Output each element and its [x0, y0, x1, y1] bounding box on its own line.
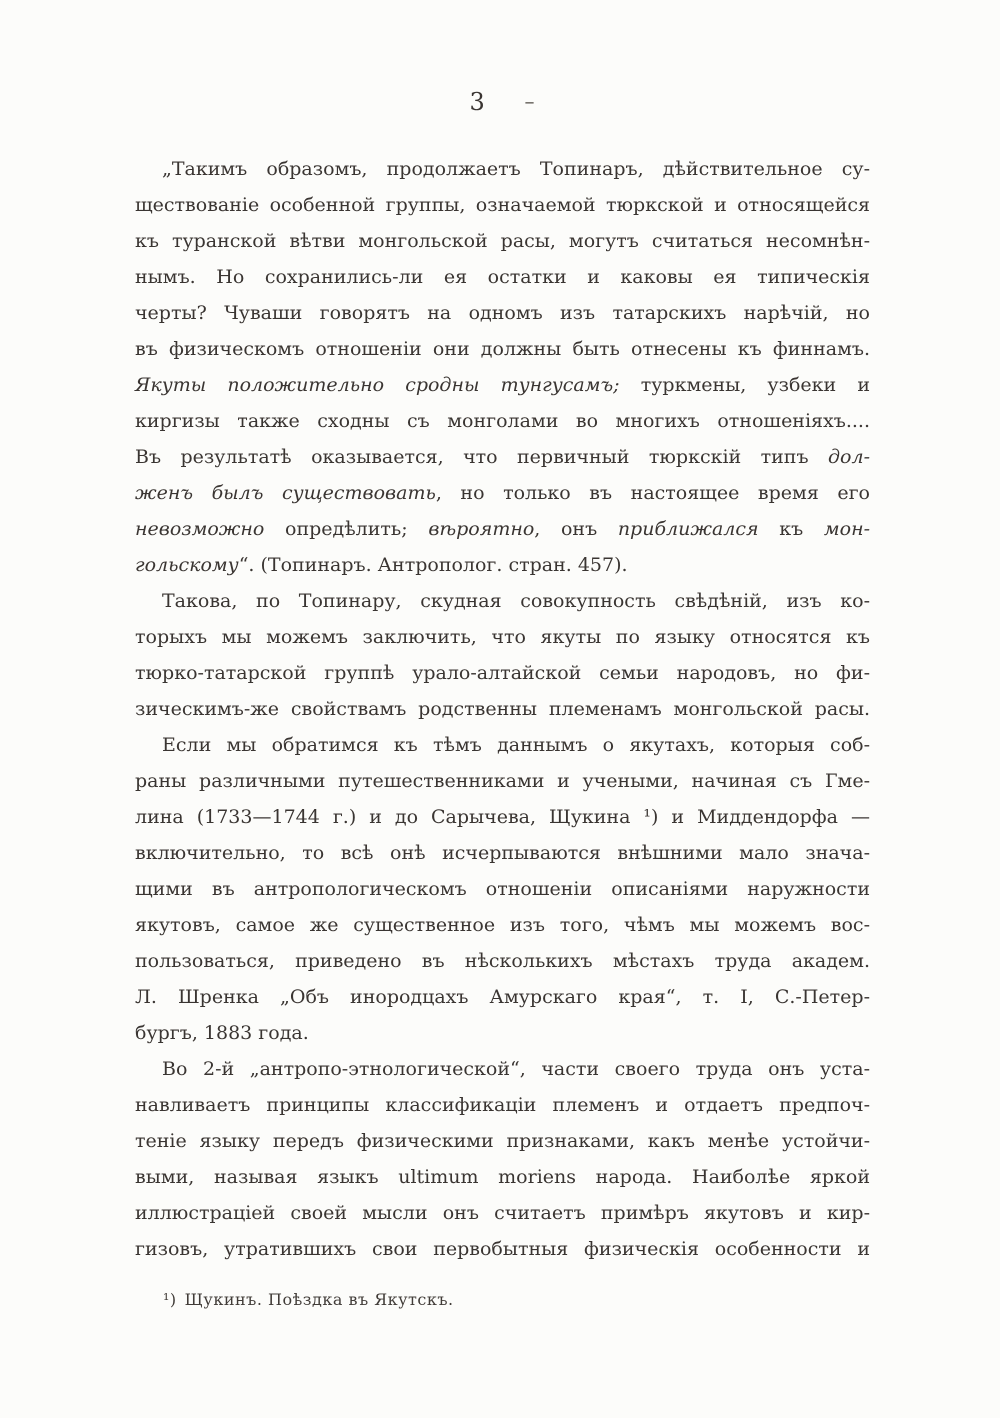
- italic-text: вѣроятно: [428, 518, 535, 540]
- body-text: Въ результатѣ оказывается, что первичный тюркскій типъ: [135, 446, 828, 468]
- body-text: зическимъ-же свойствамъ родственны племенамъ монгольской расы.: [135, 698, 870, 720]
- body-text: пользоваться, приведено въ нѣсколькихъ мѣстахъ труда академ.: [135, 950, 870, 972]
- body-text: тюрко-татарской группѣ урало-алтайской семьи народовъ, но фи-: [135, 662, 870, 684]
- text-line: [135, 1015, 870, 1051]
- body-text: Если мы обратимся къ тѣмъ даннымъ о якутахъ, которыя соб-: [162, 734, 870, 756]
- body-text: щими въ антропологическомъ отношеніи описаніями наружности: [135, 878, 870, 900]
- text-line: [135, 1051, 870, 1087]
- paragraph-4: [135, 1051, 870, 1267]
- paragraph-2: [135, 583, 870, 727]
- body-text: гизовъ, утратившихъ свои первобытныя физическія особенности и: [135, 1238, 870, 1260]
- body-text: нымъ. Но сохранились-ли ея остатки и каковы ея типическія: [135, 266, 870, 288]
- footnote-text: Щукинъ. Поѣздка въ Якутскъ.: [184, 1290, 454, 1309]
- text-line: [135, 547, 870, 583]
- italic-text: мон-: [823, 518, 871, 540]
- text-block: [135, 151, 870, 1267]
- text-line: [135, 835, 870, 871]
- italic-text: приближался: [617, 518, 759, 540]
- header-dash: –: [524, 89, 536, 113]
- text-line: [135, 583, 870, 619]
- text-line: [135, 1159, 870, 1195]
- body-text: иллюстраціей своей мысли онъ считаетъ примѣръ якутовъ и кир-: [135, 1202, 870, 1224]
- text-line: [135, 619, 870, 655]
- page-header: [135, 88, 870, 116]
- body-text: теніе языку передъ физическими признаками, какъ менѣе устойчи-: [135, 1130, 870, 1152]
- body-text: „Такимъ образомъ, продолжаетъ Топинаръ, дѣйствительное су-: [162, 158, 870, 180]
- text-line: [135, 1231, 870, 1267]
- text-line: [135, 475, 870, 511]
- body-text: выми, называя языкъ ultimum moriens народа. Наиболѣе яркой: [135, 1166, 870, 1188]
- body-text: включительно, то всѣ онѣ исчерпываются внѣшними мало знача-: [135, 842, 870, 864]
- body-text: раны различными путешественниками и учеными, начиная съ Гме-: [135, 770, 870, 792]
- body-text: лина (1733—1744 г.) и до Сарычева, Щукина ¹) и Миддендорфа —: [135, 806, 870, 828]
- italic-text: дол-: [828, 446, 870, 468]
- body-text: , но только въ настоящее время его: [435, 482, 870, 504]
- body-text: Во 2-й „антропо-этнологической“, части своего труда онъ уста-: [162, 1058, 870, 1080]
- italic-text: женъ былъ существовать: [135, 482, 436, 504]
- italic-text: невозможно: [135, 518, 265, 540]
- body-text: ществованіе особенной группы, означаемой тюркской и относящейся: [135, 194, 870, 216]
- body-text: въ физическомъ отношеніи они должны быть отнесены къ финнамъ.: [135, 338, 870, 360]
- italic-text: Якуты положительно сродны тунгусамъ;: [135, 374, 620, 396]
- text-line: [135, 151, 870, 187]
- body-text: Л. Шренка „Объ инородцахъ Амурскаго края“, т. I, С.-Петер-: [135, 986, 870, 1008]
- body-text: “. (Топинаръ. Антрополог. стран. 457).: [238, 554, 628, 576]
- body-text: торыхъ мы можемъ заключить, что якуты по языку относятся къ: [135, 626, 870, 648]
- text-line: [135, 1123, 870, 1159]
- paragraph-3: [135, 727, 870, 1051]
- text-line: [135, 763, 870, 799]
- text-line: [135, 907, 870, 943]
- text-line: [135, 943, 870, 979]
- text-line: [135, 691, 870, 727]
- footnote: [163, 1289, 454, 1311]
- body-text: къ: [758, 518, 824, 540]
- text-line: [135, 511, 870, 547]
- body-text: Такова, по Топинару, скудная совокупность свѣдѣній, изъ ко-: [162, 590, 870, 612]
- body-text: якутовъ, самое же существенное изъ того, чѣмъ мы можемъ вос-: [135, 914, 870, 936]
- body-text: бургъ, 1883 года.: [135, 1022, 309, 1044]
- text-line: [135, 331, 870, 367]
- paragraph-1: [135, 151, 870, 583]
- text-line: [135, 979, 870, 1015]
- body-text: опредѣлить;: [264, 518, 429, 540]
- body-text: киргизы также сходны съ монголами во многихъ отношеніяхъ....: [135, 410, 870, 432]
- text-line: [135, 871, 870, 907]
- text-line: [135, 295, 870, 331]
- body-text: черты? Чуваши говорятъ на одномъ изъ татарскихъ нарѣчій, но: [135, 302, 870, 324]
- text-line: [135, 1087, 870, 1123]
- body-text: навливаетъ принципы классификаціи племенъ и отдаетъ предпоч-: [135, 1094, 870, 1116]
- footnote-marker: ¹): [163, 1290, 177, 1309]
- page-number: 3: [469, 88, 486, 116]
- text-line: [135, 799, 870, 835]
- text-line: [135, 655, 870, 691]
- text-line: [135, 187, 870, 223]
- text-line: [135, 403, 870, 439]
- text-line: [135, 367, 870, 403]
- text-line: [135, 223, 870, 259]
- body-text: , онъ: [534, 518, 618, 540]
- text-line: [135, 1195, 870, 1231]
- body-text: туркмены, узбеки и: [619, 374, 871, 396]
- italic-text: гольскому: [135, 554, 239, 576]
- text-line: [135, 727, 870, 763]
- text-line: [135, 439, 870, 475]
- text-line: [135, 259, 870, 295]
- body-text: къ туранской вѣтви монгольской расы, могутъ считаться несомнѣн-: [135, 230, 870, 252]
